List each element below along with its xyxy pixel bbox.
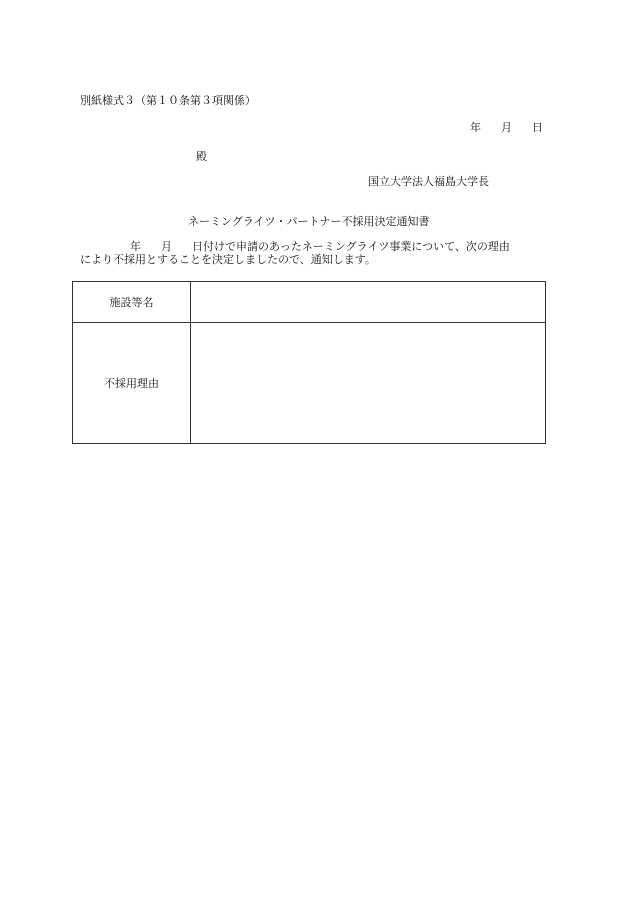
issuer-name: 国立大学法人福島大学長 bbox=[368, 175, 489, 188]
form-number-label: 別紙様式３（第１０条第３項関係） bbox=[80, 94, 256, 107]
table-row bbox=[73, 282, 546, 323]
rejection-reason-value bbox=[191, 323, 546, 444]
decision-table bbox=[72, 281, 546, 444]
notice-body-line-2: により不採用とすることを決定しましたので、通知します。 bbox=[80, 253, 376, 266]
notice-body bbox=[80, 240, 550, 266]
addressee-suffix: 殿 bbox=[196, 150, 207, 163]
facility-name-label: 施設等名 bbox=[73, 282, 191, 323]
body-line1-text: 日付けで申請のあったネーミングライツ事業について、次の理由 bbox=[192, 240, 510, 253]
body-month-label: 月 bbox=[161, 240, 172, 253]
rejection-reason-label: 不採用理由 bbox=[73, 323, 191, 444]
table-row bbox=[73, 323, 546, 444]
facility-name-value bbox=[191, 282, 546, 323]
date-day-label: 日 bbox=[532, 121, 543, 134]
date-month-label: 月 bbox=[501, 121, 512, 134]
document-title: ネーミングライツ・パートナー不採用決定通知書 bbox=[188, 215, 430, 228]
date-year-label: 年 bbox=[470, 121, 481, 134]
notice-body-line-1 bbox=[80, 240, 550, 253]
date-line bbox=[470, 121, 543, 134]
body-year-label: 年 bbox=[130, 240, 141, 253]
